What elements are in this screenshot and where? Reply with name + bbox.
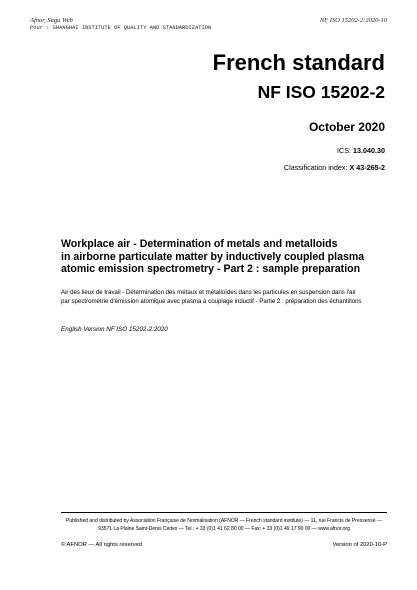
standard-number: NF ISO 15202-2 bbox=[257, 82, 385, 102]
english-version-note: English Version NF ISO 15202-2:2020 bbox=[61, 326, 168, 333]
header-licensee: Pour : SHANGHAI INSTITUTE OF QUALITY AND STANDARDIZATION bbox=[30, 25, 212, 31]
header-reference: NF ISO 15202-2:2020-10 bbox=[319, 17, 387, 24]
ics-label: ICS: bbox=[337, 146, 352, 155]
ics-code bbox=[337, 146, 385, 155]
french-title-line: par spectrométrie d'émission atomique avec plasma à couplage inductif - Partie 2 : préparation des échantillons bbox=[61, 298, 362, 305]
publication-date: October 2020 bbox=[308, 120, 385, 134]
ics-value: 13.040.30 bbox=[353, 146, 385, 155]
english-title-line: atomic emission spectrometry - Part 2 : sample preparation bbox=[61, 263, 361, 276]
publisher-info bbox=[61, 517, 387, 533]
english-title bbox=[61, 238, 381, 276]
footer-divider bbox=[61, 512, 387, 513]
classification-index bbox=[284, 163, 385, 172]
version-code: Version of 2020-10-P bbox=[332, 542, 387, 548]
publisher-line: Published and distributed by Association Française de Normalisation (AFNOR — French standard institute) — 11, rue Francis de Pressensé — bbox=[66, 518, 382, 524]
french-title-line: Air des lieux de travail - Détermination des métaux et métalloïdes dans les particules en suspension dans l'air bbox=[61, 289, 356, 296]
english-title-line: in airborne particulate matter by inductively coupled plasma bbox=[61, 250, 365, 263]
document-type-title: French standard bbox=[212, 50, 385, 75]
header-source: Afnor, Saga Web bbox=[30, 17, 73, 24]
classification-label: Classification index: bbox=[283, 163, 348, 172]
publisher-line: 93571 La Plaine Saint-Denis Cedex — Tel.: + 33 (0)1 41 62 80 00 — Fax: + 33 (0)1 49 17 90 00 — www.afnor.org bbox=[98, 526, 350, 532]
copyright-notice: © AFNOR — All rights reserved bbox=[61, 542, 142, 548]
french-title bbox=[61, 288, 391, 306]
classification-value: X 43-265-2 bbox=[349, 163, 385, 172]
english-title-line: Workplace air - Determination of metals and metalloids bbox=[61, 238, 338, 250]
